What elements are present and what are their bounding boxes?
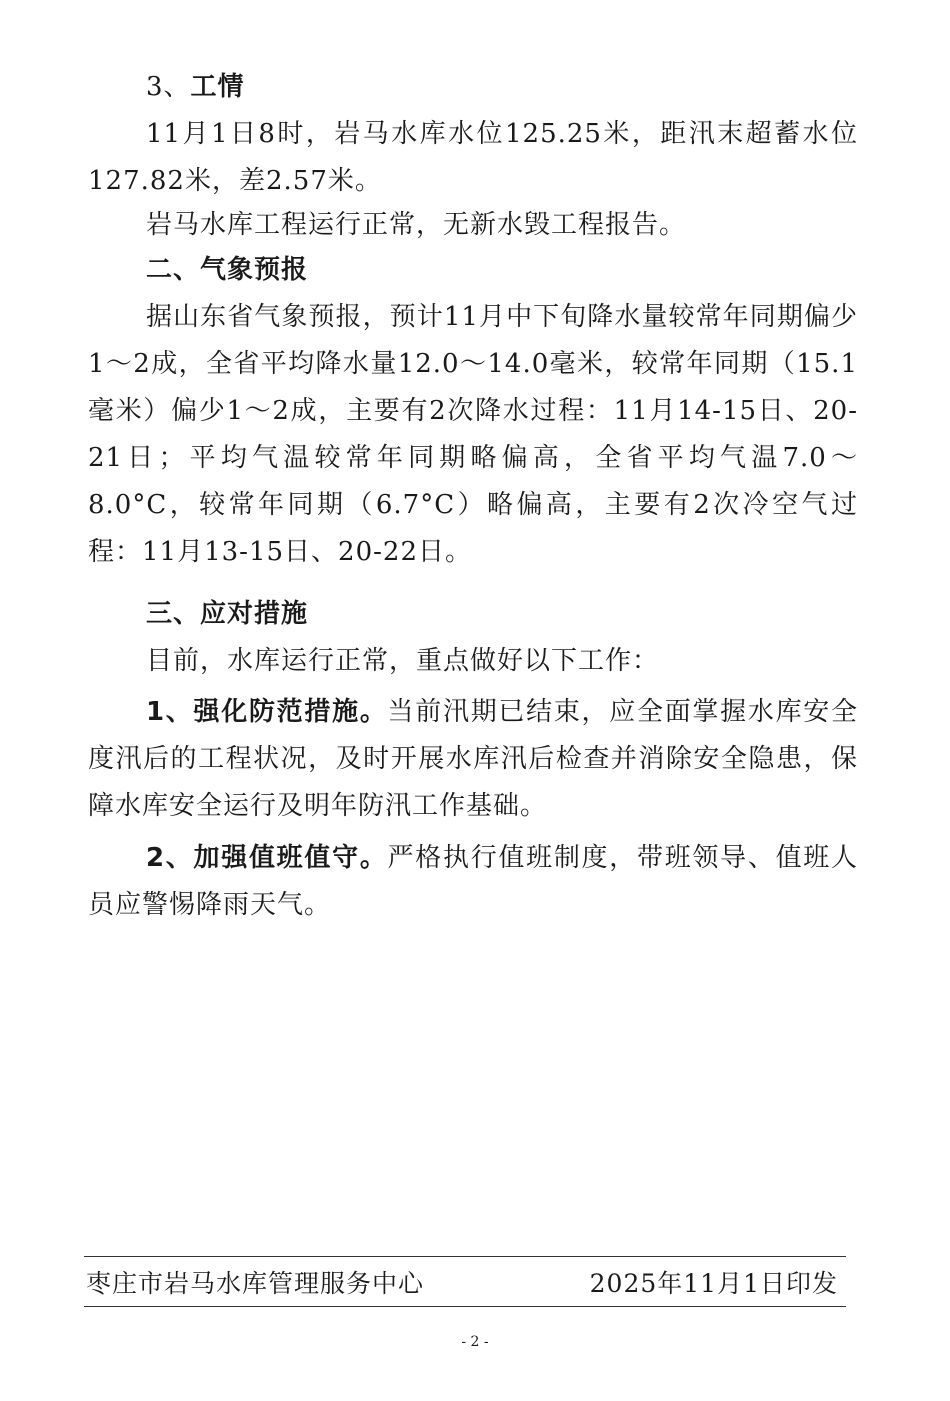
measure-item-2-text: 严格执行值班制度，带班领导、值班人员应警惕降雨天气。 [88, 843, 858, 920]
paragraph-measure-item-1 [88, 689, 858, 830]
page-number: - 2 - [461, 1334, 489, 1350]
heading-text: 工情 [190, 72, 245, 102]
footer-bottom-rule [84, 1306, 846, 1307]
footer-issue-date: 2025年11月1日印发 [589, 1269, 838, 1298]
heading-number: 3、 [146, 72, 191, 102]
paragraph-measures-intro: 目前，水库运行正常，重点做好以下工作： [146, 646, 660, 676]
footer-top-rule [84, 1256, 846, 1257]
measure-item-1-text: 当前汛期已结束，应全面掌握水库安全度汛后的工程状况，及时开展水库汛后检查并消除安全隐患，保障水库安全运行及明年防汛工作基础。 [88, 697, 858, 821]
paragraph-measure-item-2 [88, 835, 858, 929]
paragraph-water-level: 11月1日8时，岩马水库水位125.25米，距汛末超蓄水位127.82米，差2.57米。 [88, 119, 858, 196]
measure-item-2-lead: 2、加强值班值守。 [146, 843, 388, 873]
paragraph-weather-forecast: 据山东省气象预报，预计11月中下旬降水量较常年同期偏少1～2成，全省平均降水量12.0～14.0毫米，较常年同期（15.1毫米）偏少1～2成，主要有2次降水过程：11月14-15日、20-21日；平均气温较常年同期略偏高，全省平均气温7.0～8.0°C，较常年同期（6.7°C）略偏高，主要有2次冷空气过程：11月13-15日、20-22日。 [88, 302, 858, 567]
footer-issuer: 枣庄市岩马水库管理服务中心 [86, 1269, 425, 1298]
section-heading-weather-forecast: 二、气象预报 [146, 255, 309, 285]
section-heading-work-conditions [146, 64, 245, 111]
section-heading-measures: 三、应对措施 [146, 599, 309, 629]
paragraph-operation-status: 岩马水库工程运行正常，无新水毁工程报告。 [146, 210, 687, 240]
measure-item-1-lead: 1、强化防范措施。 [146, 697, 388, 727]
